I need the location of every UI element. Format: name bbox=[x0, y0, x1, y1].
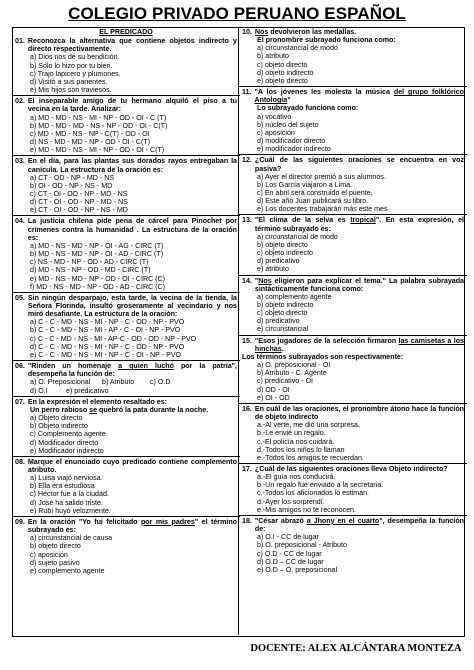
option: e) O.D – O. preposicional bbox=[257, 565, 338, 574]
option: a) C - C - MD - NS - MI - NP - C - OD - NP - PVO bbox=[30, 318, 185, 327]
question-number: 02. bbox=[15, 97, 25, 106]
underlined-term: Nos bbox=[258, 276, 272, 285]
question-number: 15. bbox=[242, 336, 252, 345]
question-16 bbox=[242, 405, 464, 462]
option: e) Rubí huyó velozmente. bbox=[30, 506, 111, 515]
left-column bbox=[15, 28, 237, 575]
question-text: Marque el enunciado cuyo predicado contiene complemento atributo. bbox=[27, 457, 237, 474]
option: e) circunstancial bbox=[257, 325, 309, 334]
option: d) O.D – CC de lugar bbox=[257, 557, 324, 566]
question-separator bbox=[239, 86, 467, 87]
question-text: devolvieron las medallas. bbox=[268, 28, 357, 36]
question-separator bbox=[12, 215, 240, 216]
question-number: 16. bbox=[242, 404, 252, 413]
option: b) Sólo lo hizo por tu bien. bbox=[30, 61, 113, 70]
question-text: Reconozca la alternativa que contiene objetos indirecto y directo respectivamente. bbox=[27, 37, 237, 54]
question-number: 06. bbox=[15, 362, 25, 371]
question-number: 17. bbox=[242, 464, 252, 473]
question-09 bbox=[15, 518, 237, 575]
option: b) OI - OD - NP - NS - MD bbox=[30, 181, 113, 190]
question-text: En la oración "Yo fui felicitado bbox=[27, 517, 141, 526]
option: c.-El policía nos cuidará. bbox=[257, 437, 335, 446]
school-title: COLEGIO PRIVADO PERUANO ESPAÑOL bbox=[68, 4, 406, 23]
right-column bbox=[242, 28, 464, 574]
option: b) núcleo del sujeto bbox=[257, 120, 319, 129]
question-text-end: ", desempeña la función de: bbox=[254, 516, 465, 534]
question-subtext: Lo subrayado funciona como: bbox=[257, 104, 359, 113]
question-separator bbox=[12, 95, 240, 96]
option: e) modificador indirecto bbox=[257, 145, 331, 154]
option: d) C - C - MD - NS - MI - NP - C - OD - NP - PVO bbox=[30, 342, 185, 351]
option: a) Ayer el director premió a sus alumnos. bbox=[257, 172, 386, 181]
option: b) objeto directo bbox=[30, 542, 81, 551]
option: e) complemento agente bbox=[30, 566, 105, 575]
option: d) José ha salido triste. bbox=[30, 498, 103, 507]
option: c) Trajo lapicero y plumones. bbox=[30, 69, 121, 78]
question-subtext: El pronombre subrayado funciona como: bbox=[257, 36, 396, 45]
question-08 bbox=[15, 458, 237, 515]
option: d) CT - OI - OD - NP - MD - NS bbox=[30, 198, 128, 207]
option: d) Este año Juan publicará su libro. bbox=[257, 197, 369, 206]
underlined-term: del grupo folklórico Antología bbox=[254, 88, 464, 105]
option: c) CT - OI - OD - NP - MD - NS bbox=[30, 189, 128, 198]
option: d) OD - OI bbox=[257, 385, 290, 394]
option: b) Ella era estudiosa bbox=[30, 482, 95, 491]
option: a) circunstancial de modo bbox=[257, 232, 338, 241]
question-10 bbox=[242, 28, 464, 85]
question-number: 18. bbox=[242, 516, 252, 525]
option: f) MD - NS - MD - NP - OD - AD - CIRC (C) bbox=[30, 282, 166, 291]
option: a) vocativo bbox=[257, 112, 292, 121]
option: b) MD - MD - MD - NS - NP - OD - OI - C(T) bbox=[30, 121, 168, 130]
option: a) CT - OD - NP - MD - NS bbox=[30, 173, 115, 182]
question-text-end: por la patria", desempeña la función de: bbox=[27, 362, 237, 379]
question-15 bbox=[242, 337, 464, 402]
question-text-end: . bbox=[281, 344, 284, 353]
question-17 bbox=[242, 465, 464, 514]
question-separator bbox=[12, 292, 240, 293]
question-text: ¿Cuál de las siguientes oraciones lleva Objeto indirecto? bbox=[254, 464, 448, 473]
option: e.-Todos los amigos te recuerdan. bbox=[257, 453, 364, 462]
question-text-end: eligieron para explicar el tema." La palabra subrayada sintácticamente funciona como: bbox=[254, 276, 464, 293]
question-text: "César abrazó bbox=[254, 516, 307, 525]
option: b) MD - NS - MD - NP - OI - AD - CIRC (T) bbox=[30, 250, 164, 259]
option: a) circunstancial de modo bbox=[257, 44, 338, 53]
option: c) aposición bbox=[257, 128, 295, 137]
option-row bbox=[15, 378, 237, 386]
option: c) O.D - CC de lugar bbox=[257, 549, 322, 558]
column-divider bbox=[238, 27, 239, 635]
section-title: EL PREDICADO bbox=[99, 28, 153, 36]
question-text: "A los jóvenes les molesta la música bbox=[254, 88, 394, 97]
underlined-term: a quien luchó bbox=[118, 362, 174, 371]
option: c) C - C - MD - NS - MI - AP-C - OD - OD - NP - PVO bbox=[30, 334, 197, 343]
question-number: 13. bbox=[242, 216, 252, 225]
question-separator bbox=[12, 456, 240, 457]
option: a) Dios nos dé su bendición. bbox=[30, 53, 120, 62]
question-subtext: Los términos subrayados son respectivamente: bbox=[242, 352, 404, 361]
example-sentence: Un perro rabioso bbox=[30, 405, 90, 414]
option: a) MD - MD - NS - MI - NP - OD - OI - C (T) bbox=[30, 113, 167, 122]
question-number: 04. bbox=[15, 217, 25, 226]
question-text: "El clima de la selva es bbox=[254, 216, 351, 225]
question-number: 05. bbox=[15, 293, 25, 302]
option: b) C - C - MD - NS - MI - AP - C - OI - NP - PVO bbox=[30, 326, 181, 335]
option: b) objeto indirecto bbox=[257, 301, 314, 309]
option: a) Luisa viajó nerviosa. bbox=[30, 474, 103, 483]
option: a) O.I - CC de lugar bbox=[257, 533, 319, 542]
question-text: El inseparable amigo de tu hermano alquiló el piso a tu vecina en la tarde. Analizar: bbox=[27, 97, 237, 114]
option: d) modificador directo bbox=[257, 137, 326, 146]
question-separator bbox=[239, 463, 467, 464]
option: c) objeto directo bbox=[257, 60, 308, 69]
option: e) Mis hijos son traviesos. bbox=[30, 86, 112, 95]
question-separator bbox=[239, 515, 467, 516]
option: d) Modificador directo bbox=[30, 438, 99, 447]
option: a.-El guía nos conducirá. bbox=[257, 473, 336, 482]
option: e) MD - MD - NS - MI - NP - OD - OI - C(T) bbox=[30, 146, 165, 155]
question-separator bbox=[12, 396, 240, 397]
question-text: Sin ningún desparpajo, esta tarde, la vecina de la tienda, la Señora Florinda, insultó groseramente al vecindario y nos miró desafiante. La estructura de la oración: bbox=[27, 293, 237, 319]
option: c) Héctor fue a la ciudad. bbox=[30, 490, 109, 499]
option: c) objeto directo bbox=[257, 309, 308, 318]
option: d) sujeto pasivo bbox=[30, 558, 80, 567]
option: a) MD - NS - MD - NP - OI - AG - CIRC (T) bbox=[30, 241, 164, 250]
option: c.-Todos los aficionados lo estiman. bbox=[257, 489, 369, 498]
option: b) O. preposicional - Atributo bbox=[257, 541, 347, 550]
option: e.-Mis amigos no te reconocen. bbox=[257, 505, 356, 514]
option: d) predicativo bbox=[257, 317, 300, 326]
question-separator bbox=[239, 335, 467, 336]
option: b) Atributo - C. Agente bbox=[257, 369, 327, 378]
option: a.-Al verte, me dió una sorpresa. bbox=[257, 421, 360, 430]
option: b) Los García viajaron a Lima. bbox=[257, 180, 353, 189]
question-number: 08. bbox=[15, 457, 25, 466]
question-04 bbox=[15, 217, 237, 290]
option: a) O. Preposicional bbox=[30, 378, 91, 387]
option: c) Complemento agente bbox=[30, 430, 106, 439]
question-number: 01. bbox=[15, 37, 25, 46]
example-sentence-end: quebró la pata durante la noche. bbox=[97, 405, 209, 414]
question-text: En cuál de las oraciones, el pronombre átono hace la función de objeto indirecto bbox=[254, 404, 464, 422]
option: d) O.I bbox=[30, 386, 48, 395]
teacher-signature-line: DOCENTE: ALEX ALCÁNTARA MONTEZA bbox=[250, 643, 462, 654]
question-text-end: ". En esta expresión, el término subrayado es: bbox=[254, 216, 464, 233]
question-separator bbox=[239, 154, 467, 155]
question-text: En el día, para las plantas sus dorados rayos entregaban la canícula. La estructura de la oración es: bbox=[27, 157, 237, 174]
option: d) Visitó a sus parientes. bbox=[30, 77, 108, 86]
question-03 bbox=[15, 157, 237, 214]
question-14 bbox=[242, 277, 464, 334]
question-07 bbox=[15, 398, 237, 455]
underlined-term: las camisetas a los hinchas bbox=[254, 336, 464, 353]
question-12 bbox=[242, 156, 464, 213]
question-05 bbox=[15, 294, 237, 359]
option: e) objeto directo bbox=[257, 76, 308, 85]
option: b) objeto directo bbox=[257, 240, 308, 249]
option: e) MD - NS - MD - NP - OD - OI - CIRC (C) bbox=[30, 274, 166, 283]
option: e) Los docentes trabajarán más este mes bbox=[257, 205, 388, 214]
question-number: 09. bbox=[15, 517, 25, 526]
option: a) O. preposicional - OI bbox=[257, 361, 331, 370]
question-number: 10. bbox=[242, 28, 252, 36]
option: b) Objeto indirecto bbox=[30, 422, 88, 431]
option: b.-Un regalo fue enviado a la secretaria. bbox=[257, 481, 384, 490]
question-number: 14. bbox=[242, 276, 252, 285]
option: d) MD - NS - NP - OD - MD - CIRC (T) bbox=[30, 266, 151, 275]
option: a) circunstancial de causa bbox=[30, 534, 113, 543]
question-number: 11. bbox=[242, 88, 252, 97]
underlined-term: a Jhony en el cuarto bbox=[306, 516, 380, 525]
question-number: 03. bbox=[15, 157, 25, 166]
question-text-end: " el término subrayado es: bbox=[27, 517, 238, 535]
option: c) O.D bbox=[150, 378, 171, 387]
option: c) MD - MD - NS - NP - C(T) - OD - OI bbox=[30, 129, 150, 138]
option: b) Atributo bbox=[102, 378, 135, 387]
option: c) objeto indirecto bbox=[257, 249, 313, 258]
option: c) En abril será construido el puente. bbox=[257, 188, 373, 197]
underlined-term: Nos bbox=[254, 28, 269, 36]
question-number: 12. bbox=[242, 156, 252, 165]
option: d.-Todos los niños lo llaman bbox=[257, 445, 345, 454]
option: a) Objeto directo bbox=[30, 414, 83, 423]
question-separator bbox=[12, 516, 240, 517]
question-text: "Esos jugadores de la selección firmaron bbox=[254, 336, 399, 345]
option: e) OI - OD bbox=[257, 393, 290, 402]
option: d) objeto indirecto bbox=[257, 68, 314, 77]
option: e) Modificador indirecto bbox=[30, 446, 104, 455]
option: c) NS - MD - NP - OD - AD - CIRC (T) bbox=[30, 258, 149, 267]
question-13 bbox=[242, 216, 464, 273]
question-11 bbox=[242, 88, 464, 153]
option: b.-Le envié un regalo. bbox=[257, 429, 326, 438]
option: c) predicativo - OI bbox=[257, 377, 313, 386]
question-text: En la expresión el elemento resaltado es: bbox=[27, 397, 168, 406]
underlined-term: por mis padres bbox=[140, 517, 195, 526]
question-separator bbox=[239, 403, 467, 404]
question-02 bbox=[15, 97, 237, 154]
option: d.-Ayer los sorprendí. bbox=[257, 497, 325, 506]
question-separator bbox=[12, 155, 240, 156]
question-separator bbox=[239, 214, 467, 215]
underlined-term: se bbox=[89, 405, 98, 414]
option: e) CT - OI - OD - NP - NS - MD bbox=[30, 206, 128, 215]
question-text: ¿Cuál de las siguientes oraciones se encuentra en voz pasiva? bbox=[254, 156, 464, 173]
underlined-term: tropical bbox=[350, 216, 376, 225]
option: e) atributo bbox=[257, 265, 289, 274]
option: e) predicativo bbox=[66, 386, 109, 395]
option: d) predicativo bbox=[257, 257, 300, 266]
option: a) complemento agente bbox=[257, 292, 332, 301]
option: b) atributo bbox=[257, 52, 289, 61]
option: e) C - C - MD - NS - MI - NP - C - OI - NP - PVO bbox=[30, 350, 182, 359]
question-text-end: " bbox=[287, 96, 291, 105]
question-06 bbox=[15, 362, 237, 395]
question-text: La justicia chilena pide pena de cárcel para Pinochet por crímenes contra la humanidad . La estructura de la oración es: bbox=[27, 217, 237, 242]
question-18 bbox=[242, 517, 464, 574]
question-01 bbox=[15, 37, 237, 94]
question-separator bbox=[12, 360, 240, 361]
option: d) NS - MD - MD - NP - OD - OI - C(T) bbox=[30, 138, 151, 147]
question-number: 07. bbox=[15, 397, 25, 406]
question-text: "Rinden un homenaje bbox=[27, 362, 119, 371]
option-row bbox=[15, 387, 237, 395]
question-text: " bbox=[254, 276, 259, 285]
option: c) aposición bbox=[30, 550, 68, 559]
question-separator bbox=[239, 275, 467, 276]
